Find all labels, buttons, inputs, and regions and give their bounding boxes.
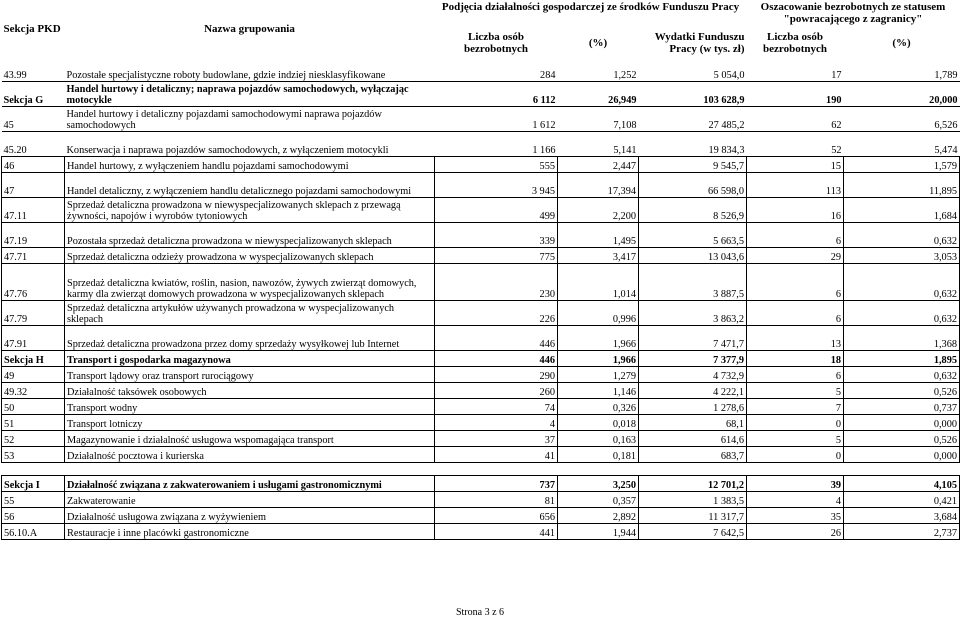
cell-liczba: 656	[435, 508, 558, 524]
table-row	[2, 198, 960, 223]
table-row	[2, 107, 960, 132]
cell-procent-zagranica	[844, 463, 960, 476]
table-row	[2, 82, 960, 107]
cell-liczba-zagranica: 18	[747, 351, 844, 367]
cell-procent: 2,200	[558, 198, 639, 223]
cell-liczba: 81	[435, 492, 558, 508]
cell-liczba: 1 612	[435, 107, 558, 132]
cell-procent-zagranica: 0,526	[844, 383, 960, 399]
cell-wydatki: 1 383,5	[639, 492, 747, 508]
cell-liczba: 555	[435, 157, 558, 173]
cell-procent-zagranica: 0,000	[844, 415, 960, 431]
cell-procent-zagranica: 2,737	[844, 524, 960, 540]
cell-liczba: 4	[435, 415, 558, 431]
cell-procent-zagranica: 0,632	[844, 301, 960, 326]
cell-procent-zagranica: 0,632	[844, 264, 960, 301]
cell-wydatki: 12 701,2	[639, 476, 747, 492]
cell-procent: 1,279	[558, 367, 639, 383]
pkd-table	[1, 1, 960, 540]
cell-procent-zagranica: 3,053	[844, 248, 960, 264]
cell-procent: 3,250	[558, 476, 639, 492]
cell-name: Działalność usługowa związana z wyżywieniem	[65, 508, 435, 524]
table-row	[2, 157, 960, 173]
cell-wydatki	[639, 463, 747, 476]
cell-liczba-zagranica: 17	[747, 57, 844, 82]
cell-name: Transport i gospodarka magazynowa	[65, 351, 435, 367]
cell-liczba: 74	[435, 399, 558, 415]
cell-liczba: 3 945	[435, 173, 558, 198]
header-liczba-osob-zagranica: Liczba osób bezrobotnych	[763, 31, 827, 55]
cell-code: 56.10.A	[2, 524, 65, 540]
cell-liczba-zagranica: 13	[747, 326, 844, 351]
cell-procent-zagranica: 0,421	[844, 492, 960, 508]
cell-wydatki: 19 834,3	[639, 132, 747, 157]
cell-liczba-zagranica: 5	[747, 383, 844, 399]
cell-name: Sprzedaż detaliczna prowadzona przez domy sprzedaży wysyłkowej lub Internet	[65, 326, 435, 351]
cell-code: Sekcja I	[2, 476, 65, 492]
table-row	[2, 383, 960, 399]
cell-procent-zagranica: 1,684	[844, 198, 960, 223]
page-number: Strona 3 z 6	[455, 607, 505, 618]
cell-liczba-zagranica: 190	[747, 82, 844, 107]
cell-name: Sprzedaż detaliczna artykułów używanych prowadzona w wyspecjalizowanych sklepach	[65, 301, 435, 326]
cell-name: Transport wodny	[65, 399, 435, 415]
cell-liczba-zagranica: 6	[747, 264, 844, 301]
cell-code: 53	[2, 447, 65, 463]
cell-code	[2, 463, 65, 476]
cell-procent: 3,417	[558, 248, 639, 264]
cell-procent-zagranica: 20,000	[844, 82, 960, 107]
cell-procent-zagranica: 0,632	[844, 223, 960, 248]
cell-liczba-zagranica: 15	[747, 157, 844, 173]
cell-liczba	[435, 463, 558, 476]
cell-wydatki: 9 545,7	[639, 157, 747, 173]
header-sekcja: Sekcja PKD	[3, 23, 61, 35]
cell-name: Handel detaliczny, z wyłączeniem handlu detalicznego pojazdami samochodowymi	[65, 173, 435, 198]
cell-code: 47.76	[2, 264, 65, 301]
cell-procent: 0,181	[558, 447, 639, 463]
cell-name: Magazynowanie i działalność usługowa wspomagająca transport	[65, 431, 435, 447]
cell-liczba-zagranica: 35	[747, 508, 844, 524]
cell-wydatki: 7 377,9	[639, 351, 747, 367]
cell-procent-zagranica: 0,526	[844, 431, 960, 447]
cell-procent: 26,949	[558, 82, 639, 107]
cell-code: 47.19	[2, 223, 65, 248]
table-row	[2, 447, 960, 463]
cell-code: 45	[2, 107, 65, 132]
table-row	[2, 399, 960, 415]
cell-procent: 1,014	[558, 264, 639, 301]
cell-name: Działalność związana z zakwaterowaniem i usługami gastronomicznymi	[65, 476, 435, 492]
cell-code: 45.20	[2, 132, 65, 157]
cell-code: 47.71	[2, 248, 65, 264]
cell-code: 47.91	[2, 326, 65, 351]
cell-code: 49	[2, 367, 65, 383]
table-row	[2, 492, 960, 508]
cell-name: Zakwaterowanie	[65, 492, 435, 508]
cell-liczba: 775	[435, 248, 558, 264]
table-row	[2, 248, 960, 264]
cell-procent	[558, 463, 639, 476]
cell-wydatki: 7 471,7	[639, 326, 747, 351]
table-row	[2, 463, 960, 476]
header-wydatki: Wydatki Funduszu Pracy (w tys. zł)	[654, 31, 745, 55]
cell-liczba: 37	[435, 431, 558, 447]
cell-liczba-zagranica: 6	[747, 223, 844, 248]
cell-procent: 0,018	[558, 415, 639, 431]
table-row	[2, 351, 960, 367]
cell-procent: 1,966	[558, 326, 639, 351]
cell-procent: 0,996	[558, 301, 639, 326]
cell-procent: 1,252	[558, 57, 639, 82]
cell-procent-zagranica: 4,105	[844, 476, 960, 492]
table-row	[2, 301, 960, 326]
cell-liczba-zagranica: 62	[747, 107, 844, 132]
cell-wydatki: 1 278,6	[639, 399, 747, 415]
cell-liczba: 441	[435, 524, 558, 540]
cell-liczba-zagranica: 39	[747, 476, 844, 492]
cell-name: Handel hurtowy i detaliczny pojazdami samochodowymi naprawa pojazdów samochodowych	[65, 107, 435, 132]
cell-wydatki: 3 863,2	[639, 301, 747, 326]
table-row	[2, 223, 960, 248]
cell-name: Handel hurtowy, z wyłączeniem handlu pojazdami samochodowymi	[65, 157, 435, 173]
cell-liczba-zagranica: 4	[747, 492, 844, 508]
cell-liczba: 499	[435, 198, 558, 223]
cell-wydatki: 4 222,1	[639, 383, 747, 399]
header-procent-zagranica: (%)	[892, 37, 911, 49]
cell-liczba: 226	[435, 301, 558, 326]
table-row	[2, 57, 960, 82]
cell-wydatki: 13 043,6	[639, 248, 747, 264]
cell-liczba-zagranica: 6	[747, 367, 844, 383]
cell-code: Sekcja H	[2, 351, 65, 367]
cell-name: Sprzedaż detaliczna odzieży prowadzona w wyspecjalizowanych sklepach	[65, 248, 435, 264]
cell-name: Sprzedaż detaliczna kwiatów, roślin, nasion, nawozów, żywych zwierząt domowych, karmy dla zwierząt domowych prowadzona w wyspecjalizowanych sklepach	[65, 264, 435, 301]
table-row	[2, 524, 960, 540]
cell-liczba-zagranica	[747, 463, 844, 476]
cell-procent: 17,394	[558, 173, 639, 198]
cell-liczba: 446	[435, 326, 558, 351]
cell-liczba-zagranica: 26	[747, 524, 844, 540]
cell-liczba: 290	[435, 367, 558, 383]
cell-name: Pozostałe specjalistyczne roboty budowlane, gdzie indziej niesklasyfikowane	[65, 57, 435, 82]
cell-liczba: 260	[435, 383, 558, 399]
table-row	[2, 173, 960, 198]
cell-procent-zagranica: 6,526	[844, 107, 960, 132]
cell-liczba-zagranica: 6	[747, 301, 844, 326]
cell-liczba: 1 166	[435, 132, 558, 157]
cell-procent-zagranica: 0,737	[844, 399, 960, 415]
cell-liczba-zagranica: 0	[747, 415, 844, 431]
table-row	[2, 415, 960, 431]
cell-code: 46	[2, 157, 65, 173]
cell-wydatki: 68,1	[639, 415, 747, 431]
cell-procent-zagranica: 5,474	[844, 132, 960, 157]
table-row	[2, 508, 960, 524]
cell-code: 47.11	[2, 198, 65, 223]
cell-code: 47	[2, 173, 65, 198]
cell-liczba-zagranica: 29	[747, 248, 844, 264]
table-body	[2, 57, 960, 540]
cell-liczba: 446	[435, 351, 558, 367]
cell-procent: 1,944	[558, 524, 639, 540]
cell-procent-zagranica: 3,684	[844, 508, 960, 524]
cell-code: Sekcja G	[2, 82, 65, 107]
cell-procent-zagranica: 1,895	[844, 351, 960, 367]
cell-code: 50	[2, 399, 65, 415]
cell-liczba: 230	[435, 264, 558, 301]
cell-wydatki: 5 663,5	[639, 223, 747, 248]
cell-liczba: 284	[435, 57, 558, 82]
cell-name: Działalność pocztowa i kurierska	[65, 447, 435, 463]
cell-liczba-zagranica: 0	[747, 447, 844, 463]
header-procent: (%)	[588, 37, 608, 49]
cell-wydatki: 683,7	[639, 447, 747, 463]
cell-procent: 5,141	[558, 132, 639, 157]
cell-code: 43.99	[2, 57, 65, 82]
header-liczba-osob: Liczba osób bezrobotnych	[464, 31, 528, 55]
cell-wydatki: 614,6	[639, 431, 747, 447]
cell-name: Restauracje i inne placówki gastronomiczne	[65, 524, 435, 540]
cell-name: Sprzedaż detaliczna prowadzona w niewyspecjalizowanych sklepach z przewagą żywności, napojów i wyrobów tytoniowych	[65, 198, 435, 223]
cell-wydatki: 7 642,5	[639, 524, 747, 540]
header-group-zagranica: Oszacowanie bezrobotnych ze statusem "powracającego z zagranicy"	[760, 1, 946, 25]
cell-wydatki: 3 887,5	[639, 264, 747, 301]
cell-wydatki: 8 526,9	[639, 198, 747, 223]
cell-wydatki: 11 317,7	[639, 508, 747, 524]
table-row	[2, 132, 960, 157]
cell-liczba-zagranica: 52	[747, 132, 844, 157]
cell-code: 55	[2, 492, 65, 508]
cell-name: Konserwacja i naprawa pojazdów samochodowych, z wyłączeniem motocykli	[65, 132, 435, 157]
cell-name: Działalność taksówek osobowych	[65, 383, 435, 399]
cell-name: Transport lotniczy	[65, 415, 435, 431]
cell-wydatki: 27 485,2	[639, 107, 747, 132]
table-row	[2, 476, 960, 492]
cell-procent-zagranica: 0,000	[844, 447, 960, 463]
cell-liczba-zagranica: 7	[747, 399, 844, 415]
cell-liczba-zagranica: 113	[747, 173, 844, 198]
cell-liczba: 737	[435, 476, 558, 492]
cell-wydatki: 103 628,9	[639, 82, 747, 107]
cell-code: 51	[2, 415, 65, 431]
cell-procent: 0,357	[558, 492, 639, 508]
cell-procent: 7,108	[558, 107, 639, 132]
cell-code: 47.79	[2, 301, 65, 326]
cell-liczba-zagranica: 16	[747, 198, 844, 223]
cell-procent-zagranica: 1,368	[844, 326, 960, 351]
cell-code: 52	[2, 431, 65, 447]
cell-procent: 1,495	[558, 223, 639, 248]
cell-liczba-zagranica: 5	[747, 431, 844, 447]
cell-procent: 2,447	[558, 157, 639, 173]
data-table-sheet	[1, 1, 960, 540]
cell-liczba: 339	[435, 223, 558, 248]
cell-procent: 1,966	[558, 351, 639, 367]
table-row	[2, 431, 960, 447]
table-row	[2, 264, 960, 301]
cell-name: Handel hurtowy i detaliczny; naprawa pojazdów samochodowych, wyłączając motocykle	[65, 82, 435, 107]
cell-procent: 2,892	[558, 508, 639, 524]
cell-name: Pozostała sprzedaż detaliczna prowadzona w niewyspecjalizowanych sklepach	[65, 223, 435, 248]
cell-procent: 0,326	[558, 399, 639, 415]
cell-procent: 0,163	[558, 431, 639, 447]
cell-procent: 1,146	[558, 383, 639, 399]
cell-code: 49.32	[2, 383, 65, 399]
cell-liczba: 41	[435, 447, 558, 463]
cell-name	[65, 463, 435, 476]
header-group-fundusz: Podjęcia działalności gospodarczej ze środków Funduszu Pracy	[441, 1, 740, 13]
cell-procent-zagranica: 11,895	[844, 173, 960, 198]
cell-wydatki: 5 054,0	[639, 57, 747, 82]
cell-wydatki: 4 732,9	[639, 367, 747, 383]
cell-procent-zagranica: 1,789	[844, 57, 960, 82]
table-row	[2, 326, 960, 351]
cell-liczba: 6 112	[435, 82, 558, 107]
cell-procent-zagranica: 0,632	[844, 367, 960, 383]
table-row	[2, 367, 960, 383]
cell-procent-zagranica: 1,579	[844, 157, 960, 173]
cell-wydatki: 66 598,0	[639, 173, 747, 198]
cell-code: 56	[2, 508, 65, 524]
cell-name: Transport lądowy oraz transport rurociągowy	[65, 367, 435, 383]
header-nazwa: Nazwa grupowania	[204, 23, 295, 35]
